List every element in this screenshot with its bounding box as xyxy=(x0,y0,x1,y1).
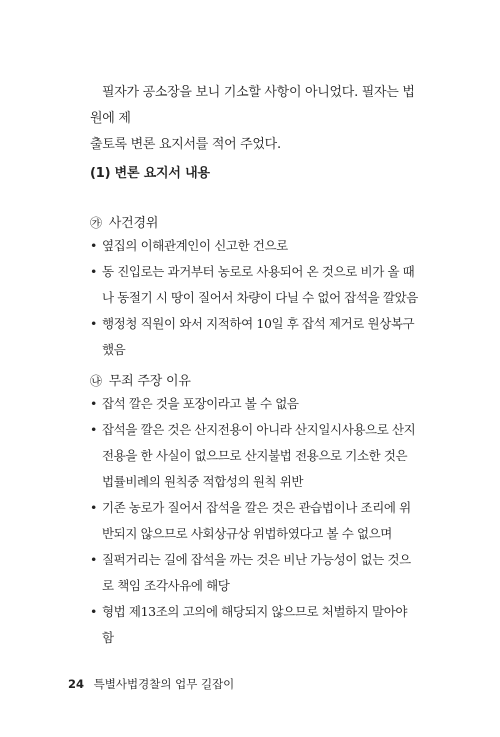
acquittal-reasons-list xyxy=(90,391,420,651)
list-item: • 동 진입로는 과거부터 농로로 사용되어 온 것으로 비가 올 때나 동절기 시 땅이 질어서 차량이 다닐 수 없어 잡석을 깔았음 xyxy=(90,259,420,311)
section-title: (1) 변론 요지서 내용 xyxy=(90,166,210,181)
subsection-label: 사건경위 xyxy=(108,216,159,231)
subsection-marker: ㉯ xyxy=(90,374,102,388)
subsection-marker: ㉮ xyxy=(90,216,102,230)
subsection-title-case-background xyxy=(90,212,158,231)
list-item: • 잡석을 깔은 것은 산지전용이 아니라 산지일시사용으로 산지전용을 한 사실이 없으므로 산지불법 전용으로 기소한 것은 법률비례의 원칙중 적합성의 원칙 위반 xyxy=(90,417,420,495)
intro-line-2: 출토록 변론 요지서를 적어 주었다. xyxy=(90,137,281,152)
case-background-list xyxy=(90,233,420,363)
list-item: • 행정청 직원이 와서 지적하여 10일 후 잡석 제거로 원상복구했음 xyxy=(90,311,420,363)
intro-paragraph xyxy=(90,80,420,158)
list-item: • 기존 농로가 질어서 잡석을 깔은 것은 관습법이나 조리에 위반되지 않으므로 사회상규상 위법하였다고 볼 수 없으며 xyxy=(90,495,420,547)
subsection-label: 무죄 주장 이유 xyxy=(108,374,191,389)
list-item: • 옆집의 이해관계인이 신고한 건으로 xyxy=(90,233,420,259)
list-item: • 질퍽거리는 길에 잡석을 까는 것은 비난 가능성이 없는 것으로 책임 조각사유에 해당 xyxy=(90,547,420,599)
running-title: 특별사법경찰의 업무 길잡이 xyxy=(93,677,235,691)
list-item: • 형법 제13조의 고의에 해당되지 않으므로 처벌하지 말아야 함 xyxy=(90,599,420,651)
subsection-title-acquittal-reasons xyxy=(90,370,191,389)
page-number: 24 xyxy=(68,677,85,691)
page-footer xyxy=(68,676,234,692)
intro-line-1: 필자가 공소장을 보니 기소할 사항이 아니었다. 필자는 법원에 제 xyxy=(90,85,415,126)
list-item: • 잡석 깔은 것을 포장이라고 볼 수 없음 xyxy=(90,391,420,417)
